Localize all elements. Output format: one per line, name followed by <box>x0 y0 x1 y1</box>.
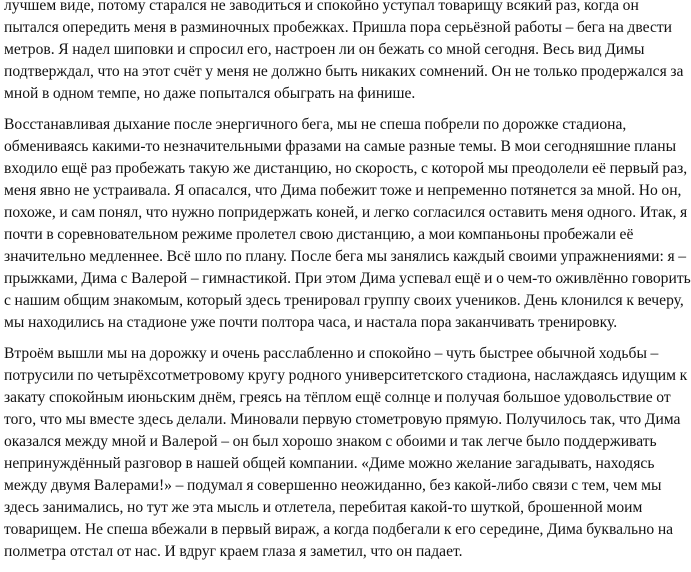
text-line: здесь занимались, но тут же эта мысль и отлетела, перебитая какой-то шуткой, брошенной моим <box>4 499 643 516</box>
text-line: между двумя Валерами!» – подумал я совершенно неожиданно, без какой-либо связи с тем, чем мы <box>4 477 662 494</box>
text-line: почти в соревновательном режиме пролетел свою дистанцию, а мои компаньоны пробежали её <box>4 226 634 243</box>
text-line: метров. Я надел шиповки и спросил его, настроен ли он бежать со мной сегодня. Весь вид Димы <box>4 41 645 58</box>
text-line: пытался опередить меня в разминочных пробежках. Пришла пора серьёзной работы – бега на двести <box>4 19 673 36</box>
text-line: подтверждал, что на этот счёт у меня не должно быть никаких сомнений. Он не только продержался за <box>4 63 684 80</box>
text-line: лучшем виде, потому старался не заводиться и спокойно уступал товарищу всякий раз, когда он <box>4 0 639 14</box>
text-line: с нашим общим знакомым, который здесь тренировал группу своих учеников. День клонился к вечеру, <box>4 292 684 309</box>
paragraph-3 <box>4 343 688 563</box>
text-line: входило ещё раз пробежать такую же дистанцию, но скорость, с которой мы преодолели её первый раз, <box>4 160 688 177</box>
paragraph-2 <box>4 114 691 334</box>
text-line: того, что мы вместе здесь делали. Миновали первую стометровую прямую. Получилось так, что Дима <box>4 411 681 428</box>
text-line: оказался между мной и Валерой – он был хорошо знаком с обоими и так легче было поддерживать <box>4 433 657 450</box>
text-line: потрусили по четырёхсотметровому кругу родного университетского стадиона, наслаждаясь идущим к <box>4 367 688 384</box>
text-line: прыжками, Дима с Валерой – гимнастикой. При этом Дима успевал ещё и о чем-то оживлённо говорить <box>4 270 691 287</box>
text-line: закату спокойным июньским днём, греясь на тёплом ещё солнце и получая большое удовольствие от <box>4 389 671 406</box>
text-line: мы находились на стадионе уже почти полтора часа, и настала пора заканчивать тренировку. <box>4 314 618 331</box>
text-line: Восстанавливая дыхание после энергичного бега, мы не спеша побрели по дорожке стадиона, <box>4 116 627 133</box>
text-line: мной в одном темпе, но даже попытался обыграть на финише. <box>4 85 416 102</box>
text-line: похоже, и сам понял, что нужно попридержать коней, и легко согласился оставить меня одного. Итак, я <box>4 204 688 221</box>
text-line: Втроём вышли мы на дорожку и очень расслабленно и спокойно – чуть быстрее обычной ходьбы – <box>4 345 659 362</box>
text-line: товарищем. Не спеша вбежали в первый вираж, а когда подбегали к его середине, Дима буквально на <box>4 521 674 538</box>
text-line: меня явно не устраивала. Я опасался, что Дима побежит тоже и непременно потянется за мной. Но он, <box>4 182 682 199</box>
text-line: значительно медленнее. Всё шло по плану. После бега мы занялись каждый своими упражнениями: я – <box>4 248 687 265</box>
paragraph-1 <box>4 0 684 105</box>
text-line: обмениваясь какими-то незначительными фразами на самые разные темы. В мои сегодняшние планы <box>4 138 677 155</box>
text-line: полметра отстал от нас. И вдруг краем глаза я заметил, что он падает. <box>4 543 463 560</box>
text-line: непринуждённый разговор в нашей общей компании. «Диме можно желание загадывать, находясь <box>4 455 655 472</box>
